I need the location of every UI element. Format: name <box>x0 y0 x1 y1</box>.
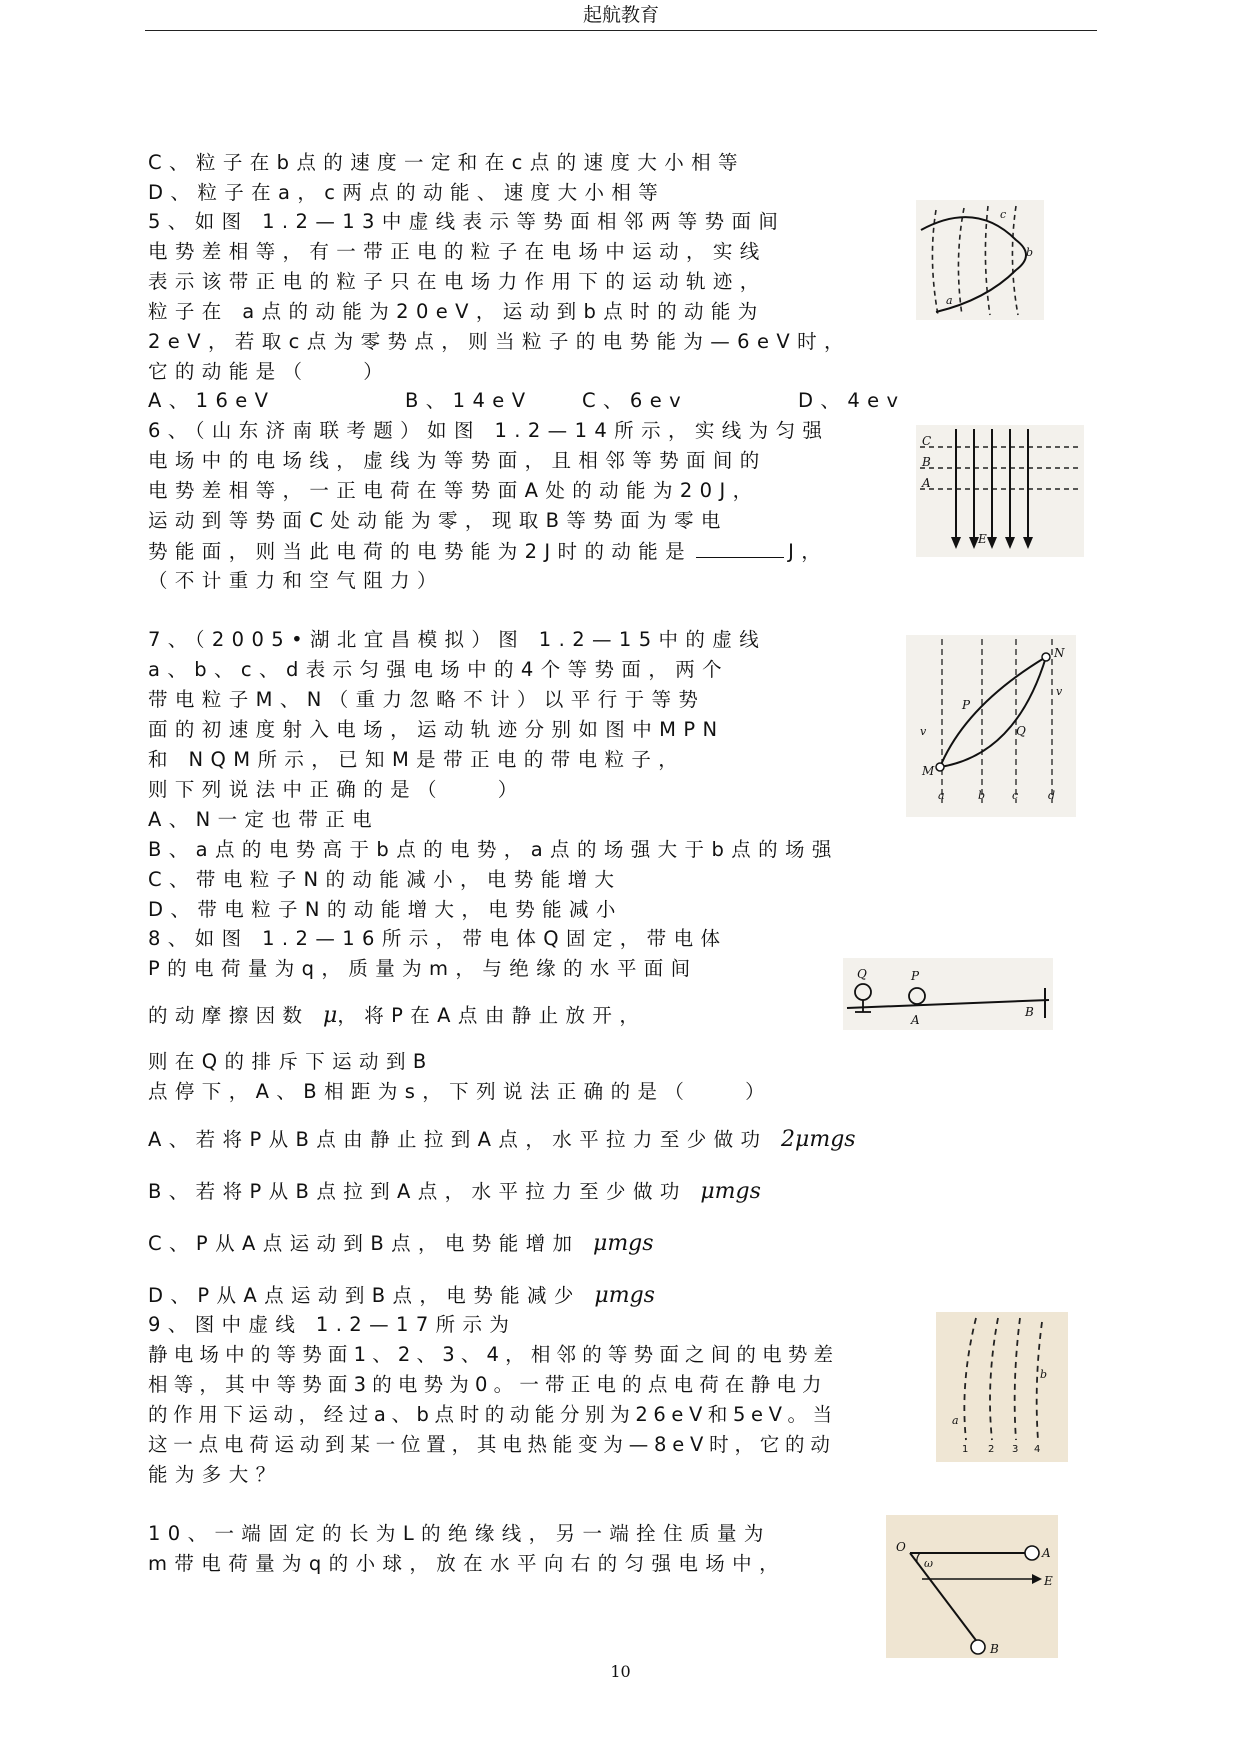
fig13-label: a <box>946 294 953 307</box>
fig10-label: B <box>990 1642 999 1656</box>
text-line: 势能面，则当此电荷的电势能为2J时的动能是 J， <box>148 540 829 563</box>
text-line: 能为多大？ <box>148 1463 283 1486</box>
text-line: 电势差相等，一正电荷在等势面A处的动能为20J， <box>148 479 760 502</box>
fig10-label: O <box>896 1540 906 1554</box>
text-line: 点停下，A、B相距为s，下列说法正确的是（ ） <box>148 1080 772 1103</box>
fig16-label: A <box>911 1013 920 1027</box>
text-line: 2eV，若取c点为零势点，则当粒子的电势能为—6eV时， <box>148 330 851 353</box>
math-expr: μmgs <box>593 1231 654 1256</box>
fig17-label: a <box>952 1414 959 1427</box>
text-line: 表示该带正电的粒子只在电场力作用下的运动轨迹， <box>148 270 767 293</box>
text-line: 电势差相等，有一带正电的粒子在电场中运动，实线 <box>148 240 767 263</box>
fig15-label: N <box>1054 646 1065 660</box>
header-title: 起航教育 <box>582 4 659 26</box>
text-line: D、粒子在a，c两点的动能、速度大小相等 <box>148 181 666 204</box>
text-line: C、粒子在b点的速度一定和在c点的速度大小相等 <box>148 151 745 174</box>
math-expr: μmgs <box>594 1283 655 1308</box>
text-line: 面的初速度射入电场，运动轨迹分别如图中MPN <box>148 718 725 741</box>
text-line: 的作用下运动，经过a、b点时的动能分别为26eV和5eV。当 <box>148 1403 838 1426</box>
text-line: 7、（2005•湖北宜昌模拟）图 1.2—15中的虚线 <box>148 628 767 651</box>
fig10-label: E <box>1044 1574 1053 1588</box>
fig15-label: v <box>1056 685 1063 698</box>
fig15-label: v <box>920 725 927 738</box>
text-line: 10、一端固定的长为L的绝缘线，另一端拴住质量为 <box>148 1522 771 1545</box>
text-line: a、b、c、d表示匀强电场中的4个等势面，两个 <box>148 658 730 681</box>
fig15-label: P <box>962 698 971 712</box>
fig14-label: A <box>922 476 931 490</box>
fig17-label: 3 <box>1012 1444 1019 1455</box>
figure-problem-10 <box>886 1515 1058 1658</box>
text-line: A、若将P从B点由静止拉到A点，水平拉力至少做功 2μmgs <box>148 1127 856 1152</box>
fig15-label: a <box>938 789 945 802</box>
fig16-label: Q <box>857 967 867 981</box>
text-line: 9、图中虚线 1.2—17所示为 <box>148 1313 517 1336</box>
math-expr: 2μmgs <box>781 1127 856 1152</box>
text-line: B、若将P从B点拉到A点，水平拉力至少做功 μmgs <box>148 1179 761 1204</box>
fig10-label: A <box>1042 1546 1051 1560</box>
fig14-label: B <box>922 455 931 469</box>
figure-1-2-14 <box>916 425 1084 557</box>
text-line: 这一点电荷运动到某一位置，其电热能变为—8eV时，它的动 <box>148 1433 836 1456</box>
fig13-label: c <box>1000 208 1007 221</box>
option-a: A、16eV <box>148 389 276 412</box>
option-b: B、14eV <box>405 389 533 412</box>
fig13-label: b <box>1026 246 1034 259</box>
fig15-label: c <box>1012 789 1019 802</box>
option-d: D、4ev <box>798 389 906 412</box>
fig16-label: B <box>1025 1005 1034 1019</box>
text-line: 带电粒子M、N（重力忽略不计）以平行于等势 <box>148 688 706 711</box>
fig17-label: 1 <box>962 1444 969 1455</box>
text-line: P的电荷量为q，质量为m，与绝缘的水平面间 <box>148 957 698 980</box>
text-line: 它的动能是（ ） <box>148 360 391 383</box>
text-line: D、带电粒子N的动能增大，电势能减小 <box>148 898 623 921</box>
fig17-label: 4 <box>1034 1444 1041 1455</box>
fig16-label: P <box>911 969 920 983</box>
page-number: 10 <box>610 1662 631 1681</box>
text-line: 电场中的电场线，虚线为等势面，且相邻等势面间的 <box>148 449 767 472</box>
text-line: m带电荷量为q的小球，放在水平向右的匀强电场中， <box>148 1552 786 1575</box>
text-line: 运动到等势面C处动能为零，现取B等势面为零电 <box>148 509 728 532</box>
text-line: 则下列说法中正确的是（ ） <box>148 778 525 801</box>
math-mu: μ <box>323 1003 338 1028</box>
text-line: 的动摩擦因数 μ，将P在A点由静止放开， <box>148 1003 647 1028</box>
text-line: B、a点的电势高于b点的电势，a点的场强大于b点的场强 <box>148 838 839 861</box>
option-c: C、6ev <box>582 389 689 412</box>
text-line: C、P从A点运动到B点，电势能增加 μmgs <box>148 1231 654 1256</box>
fig15-label: M <box>922 764 935 778</box>
text-line: A、N一定也带正电 <box>148 808 380 831</box>
fig14-label: C <box>922 434 932 448</box>
text-line: 8、如图 1.2—16所示，带电体Q固定，带电体 <box>148 927 728 950</box>
figure-1-2-13 <box>916 200 1044 320</box>
page-header <box>145 0 1097 31</box>
fig15-label: b <box>978 789 986 802</box>
answer-blank <box>696 539 784 558</box>
text-line: 6、（山东济南联考题）如图 1.2—14所示，实线为匀强 <box>148 419 830 442</box>
math-expr: μmgs <box>700 1179 761 1204</box>
fig10-label: ω <box>924 1557 933 1570</box>
text-line: 相等，其中等势面3的电势为0。一带正电的点电荷在静电力 <box>148 1373 828 1396</box>
fig15-label: d <box>1048 789 1056 802</box>
fig14-label: E <box>978 532 987 546</box>
figure-1-2-17 <box>936 1312 1068 1462</box>
text-line: （不计重力和空气阻力） <box>148 569 444 592</box>
text-line: 则在Q的排斥下运动到B <box>148 1050 434 1073</box>
text-line: C、带电粒子N的动能减小，电势能增大 <box>148 868 622 891</box>
text-line: 5、如图 1.2—13中虚线表示等势面相邻两等势面间 <box>148 210 786 233</box>
figure-1-2-16 <box>843 958 1053 1030</box>
text-line: 和 NQM所示，已知M是带正电的带电粒子， <box>148 748 686 771</box>
fig17-label: 2 <box>988 1444 995 1455</box>
text-line: 粒子在 a点的动能为20eV，运动到b点时的动能为 <box>148 300 765 323</box>
fig15-label: Q <box>1016 724 1026 738</box>
fig17-label: b <box>1040 1368 1048 1381</box>
text-line: 静电场中的等势面1、2、3、4，相邻的等势面之间的电势差 <box>148 1343 840 1366</box>
text-line: D、P从A点运动到B点，电势能减少 μmgs <box>148 1283 655 1308</box>
figure-1-2-15 <box>906 635 1076 817</box>
